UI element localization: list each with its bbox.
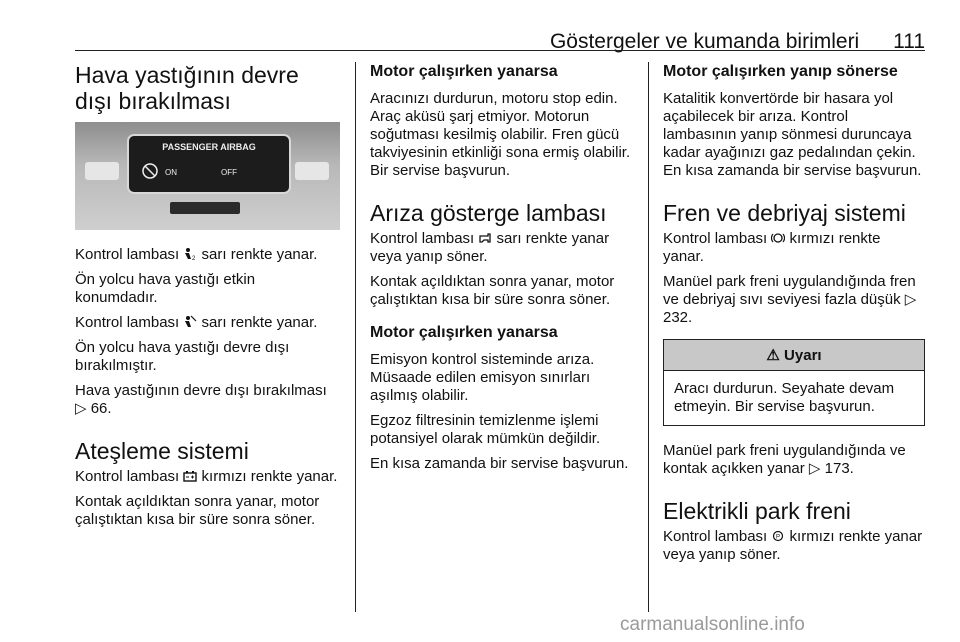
paragraph: Ön yolcu hava yastığı etkin konumdadır. xyxy=(75,271,256,306)
section-heading-park-brake: Elektrikli park freni xyxy=(663,498,851,524)
header-rule xyxy=(75,50,925,51)
paragraph: Egzoz filtresinin temizlenme işlemi potansiyel olarak mümkün değildir. xyxy=(370,412,601,447)
section-heading-airbag: Hava yastığının devre dışı bırakılması xyxy=(75,62,299,114)
warning-body: Aracı durdurun. Seyahate devam etmeyin. Bir servise başvurun. xyxy=(674,380,895,415)
airbag-indicator-panel xyxy=(127,134,291,194)
paragraph: Aracınızı durdurun, motoru stop edin. Araç aküsü şarj etmiyor. Motorun soğutması kesilmiş olabilir. Fren gücü takviyesinin etkinliği sona ermiş olabilir. Bir servise başvurun. xyxy=(370,90,631,179)
warning-box xyxy=(663,339,925,426)
paragraph: Ön yolcu hava yastığı devre dışı bırakılmıştır. xyxy=(75,339,290,374)
column-divider xyxy=(355,62,356,612)
paragraph: En kısa zamanda bir servise başvurun. xyxy=(370,455,629,472)
header-title: Göstergeler ve kumanda birimleri xyxy=(549,30,860,53)
page-number: 111 xyxy=(893,30,925,53)
section-heading-brake: Fren ve debriyaj sistemi xyxy=(663,200,906,226)
column-3 xyxy=(663,62,925,571)
battery-icon xyxy=(183,469,197,483)
paragraph: Emisyon kontrol sisteminde arıza. Müsaade edilen emisyon sınırları aşılmış olabilir. xyxy=(370,351,595,404)
button-strip xyxy=(170,202,240,214)
page-reference-icon: ▷ xyxy=(904,291,917,308)
paragraph: Kontrol lambası kırmızı renkte yanar. xyxy=(75,468,338,485)
column-1 xyxy=(75,62,340,536)
page-reference-icon: ▷ xyxy=(808,460,821,477)
paragraph: Kontrol lambası 2 sarı renkte yanar. xyxy=(75,246,318,263)
page-reference-icon: ▷ xyxy=(75,400,87,417)
panel-off-label: OFF xyxy=(221,168,237,177)
section-heading-ignition: Ateşleme sistemi xyxy=(75,438,249,464)
engine-check-icon xyxy=(478,231,492,245)
warning-header: ⚠ Uyarı xyxy=(664,340,924,371)
paragraph: Kontrol lambası sarı renkte yanar veya yanıp söner. xyxy=(370,230,610,265)
panel-label: PASSENGER AIRBAG xyxy=(162,142,256,152)
airbag-on-icon xyxy=(183,247,197,261)
warning-triangle-icon: ⚠ xyxy=(766,347,780,364)
paragraph: Kontak açıldıktan sonra yanar, motor çalıştıktan kısa bir süre sonra söner. xyxy=(370,273,615,308)
airbag-off-icon xyxy=(183,315,197,329)
subheading: Motor çalışırken yanıp sönerse xyxy=(663,63,898,80)
brake-warning-icon xyxy=(771,231,785,245)
column-2 xyxy=(370,62,635,480)
section-heading-malfunction: Arıza gösterge lambası xyxy=(370,200,607,226)
subheading: Motor çalışırken yanarsa xyxy=(370,324,558,341)
paragraph: Hava yastığının devre dışı bırakılması ▷ 66. xyxy=(75,382,327,417)
airbag-panel-photo xyxy=(75,122,340,230)
column-divider xyxy=(648,62,649,612)
park-brake-icon xyxy=(771,529,785,543)
lamp-right xyxy=(295,162,329,180)
panel-on-label: ON xyxy=(165,168,177,177)
paragraph: Kontrol lambası kırmızı renkte yanar. xyxy=(663,230,881,265)
lamp-left xyxy=(85,162,119,180)
paragraph: Manüel park freni uygulandığında fren ve debriyaj sıvı seviyesi fazla düşük ▷ 232. xyxy=(663,273,917,326)
svg-text:P: P xyxy=(776,534,781,541)
paragraph: Kontak açıldıktan sonra yanar, motor çalıştıktan kısa bir süre sonra söner. xyxy=(75,493,320,528)
subheading: Motor çalışırken yanarsa xyxy=(370,63,558,80)
paragraph: Manüel park freni uygulandığında ve kontak açıkken yanar ▷ 173. xyxy=(663,442,906,477)
watermark: carmanualsonline.info xyxy=(620,614,805,635)
airbag-disabled-icon xyxy=(141,162,159,180)
paragraph: Kontrol lambası sarı renkte yanar. xyxy=(75,314,318,331)
paragraph: Kontrol lambası P kırmızı renkte yanar veya yanıp söner. xyxy=(663,528,923,563)
paragraph: Katalitik konvertörde bir hasara yol açabilecek bir arıza. Kontrol lambasının yanıp sönmesi duruncaya kadar ayağınızı gaz pedalından çekin. En kısa zamanda bir servise başvurun. xyxy=(663,90,922,179)
svg-text:2: 2 xyxy=(192,256,196,261)
